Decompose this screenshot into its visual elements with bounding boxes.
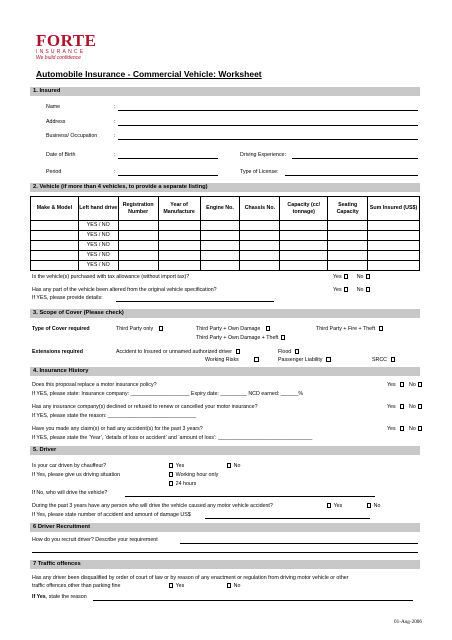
- disqualified-reason-field[interactable]: [93, 600, 413, 601]
- cell[interactable]: [280, 231, 328, 241]
- colon: :: [114, 104, 116, 110]
- tax-allowance-options: [333, 274, 371, 280]
- ext-flood[interactable]: [278, 349, 300, 355]
- label-name: Name: [46, 104, 61, 110]
- extensions-label: Extensions required: [32, 349, 83, 355]
- option-label: Third Party + Own Damage + Theft: [196, 335, 279, 341]
- header-seating: Seating Capacity: [328, 197, 368, 221]
- recruit-field-line-2[interactable]: [32, 552, 418, 553]
- checkbox[interactable]: [327, 503, 331, 507]
- claims-options-no: [409, 426, 423, 432]
- cell[interactable]: [158, 251, 200, 261]
- cell[interactable]: [118, 231, 158, 241]
- cover-option-tp-own[interactable]: [196, 326, 271, 332]
- cell[interactable]: [328, 221, 368, 231]
- cell-lhd[interactable]: YES / NO: [78, 221, 118, 231]
- cell-lhd[interactable]: YES / NO: [78, 261, 118, 271]
- cell-make[interactable]: [31, 221, 79, 231]
- section-cover: 3. Scope of Cover (Please check): [30, 309, 420, 318]
- recruit-field[interactable]: [180, 543, 418, 544]
- option-label: No: [233, 583, 241, 589]
- option-label: Yes: [175, 463, 185, 469]
- cell[interactable]: [368, 221, 420, 231]
- label-driving-experience: Driving Experience:: [240, 152, 286, 158]
- label-address: Address: [46, 119, 66, 125]
- cell[interactable]: [328, 251, 368, 261]
- cell-make[interactable]: [31, 241, 79, 251]
- cell[interactable]: [158, 261, 200, 271]
- header-make-model: Make & Model: [31, 197, 79, 221]
- checkbox[interactable]: [400, 426, 404, 430]
- cell[interactable]: [240, 221, 280, 231]
- colon: :: [114, 119, 116, 125]
- checkbox[interactable]: [169, 481, 173, 485]
- label-dob: Date of Birth: [46, 152, 76, 158]
- cover-type-label: Type of Cover required: [32, 326, 90, 332]
- disqualified-question-1: Has any driver been disqualified by order of court of law or by reason of any enactment or regulation from driving motor vehicle or other: [32, 575, 349, 581]
- period-field[interactable]: [118, 175, 218, 176]
- checkbox[interactable]: [344, 274, 348, 278]
- logo-tagline: We build confidence: [36, 55, 81, 61]
- cell[interactable]: [280, 261, 328, 271]
- situation-working-hour[interactable]: [168, 472, 218, 478]
- cell[interactable]: [368, 241, 420, 251]
- checkbox[interactable]: [366, 287, 370, 291]
- option-label: Third Party only: [116, 326, 154, 332]
- recruit-question: How do you recruit driver? Describe your requirement: [32, 537, 158, 543]
- table-row: [31, 221, 420, 231]
- cell[interactable]: [280, 251, 328, 261]
- table-row: [31, 241, 420, 251]
- cover-option-tp-own-theft[interactable]: [196, 335, 286, 341]
- yes-label: Yes: [387, 426, 396, 432]
- cell[interactable]: [200, 231, 240, 241]
- tax-allowance-question: Is the vehicle(s) purchased with tax allowance (without import tax)?: [32, 274, 190, 280]
- altered-options: [333, 287, 371, 293]
- checkbox[interactable]: [367, 503, 371, 507]
- label-period: Period: [46, 169, 62, 175]
- cell[interactable]: [158, 221, 200, 231]
- header-year: Year of Manufacture: [158, 197, 200, 221]
- declined-detail: If YES, please state the reason: ______________________________: [32, 413, 197, 419]
- accident-no[interactable]: [366, 503, 380, 509]
- section-driver: 5. Driver: [30, 446, 420, 455]
- vehicle-table: [30, 196, 420, 271]
- ext-passenger[interactable]: [278, 357, 332, 363]
- option-label: No: [233, 463, 241, 469]
- option-label: Accident to Insured or unnamed authorized driver: [116, 349, 233, 355]
- label-occupation: Business/ Occupation: [46, 133, 98, 139]
- option-label: Working hour only: [175, 472, 219, 478]
- option-label: Third Party + Own Damage: [196, 326, 261, 332]
- license-field[interactable]: [285, 175, 418, 176]
- logo-sub: INSURANCE: [36, 49, 86, 55]
- cell[interactable]: [328, 261, 368, 271]
- address-field[interactable]: [118, 125, 418, 126]
- checkbox[interactable]: [236, 349, 240, 353]
- checkbox[interactable]: [227, 463, 231, 467]
- colon: :: [114, 133, 116, 139]
- header-left-hand-drive: Left hand drive: [78, 197, 118, 221]
- name-field[interactable]: [118, 110, 418, 111]
- checkbox[interactable]: [418, 382, 422, 386]
- accident-question: During the past 3 years have any person who will drive the vehicle caused any motor vehicle accident?: [32, 503, 273, 509]
- cell[interactable]: [200, 261, 240, 271]
- altered-detail-label: If YES, please provide details:: [32, 295, 103, 301]
- replace-options: [387, 382, 405, 388]
- if-yes-bold: If Yes: [32, 594, 46, 600]
- checkbox[interactable]: [159, 326, 163, 330]
- colon: :: [114, 169, 116, 175]
- form-title: Automobile Insurance - Commercial Vehicle: Worksheet: [36, 69, 262, 79]
- checkbox[interactable]: [366, 274, 370, 278]
- no-label: No: [409, 382, 416, 388]
- section-vehicle: 2. Vehicle (if more than 4 vehicles, to provide a separate listing): [30, 183, 420, 192]
- altered-detail-field[interactable]: [116, 301, 274, 302]
- no-label: No: [409, 426, 416, 432]
- claims-options: [387, 426, 405, 432]
- section-insured: 1. Insured: [30, 87, 420, 96]
- accident-detail-field[interactable]: [205, 518, 370, 519]
- no-label: No: [409, 404, 416, 410]
- checkbox[interactable]: [418, 404, 422, 408]
- ext-accident[interactable]: [116, 349, 241, 355]
- section-recruitment: 6 Driver Recruitment: [30, 523, 420, 532]
- cell[interactable]: [118, 251, 158, 261]
- option-label: Yes: [333, 503, 343, 509]
- table-row: [31, 251, 420, 261]
- driving-experience-field[interactable]: [292, 158, 418, 159]
- accident-detail-label: If Yes, please state number of accident and amount of damage US$: [32, 512, 191, 518]
- header-chassis: Chassis No.: [240, 197, 280, 221]
- situation-24-hours[interactable]: [168, 481, 196, 487]
- declined-options-no: [409, 404, 423, 410]
- driving-situation-label: If Yes, please give us driving situation: [32, 472, 121, 478]
- disqualified-reason-label: [32, 594, 87, 600]
- cell[interactable]: [368, 231, 420, 241]
- header-engine: Engine No.: [200, 197, 240, 221]
- cell[interactable]: [118, 221, 158, 231]
- forte-logo: [36, 33, 126, 61]
- checkbox[interactable]: [169, 583, 173, 587]
- checkbox[interactable]: [169, 472, 173, 476]
- header-sum-insured: Sum Insured (US$): [368, 197, 420, 221]
- occupation-field[interactable]: [118, 139, 418, 140]
- cell[interactable]: [240, 241, 280, 251]
- checkbox[interactable]: [281, 335, 285, 339]
- cell[interactable]: [240, 231, 280, 241]
- cell[interactable]: [240, 261, 280, 271]
- cell[interactable]: [118, 261, 158, 271]
- chauffeur-no[interactable]: [226, 463, 240, 469]
- ext-srcc[interactable]: [372, 357, 396, 363]
- disqualified-question-2: traffic offences other than parking fine: [32, 583, 121, 589]
- chauffeur-yes[interactable]: [168, 463, 184, 469]
- option-label: 24 hours: [175, 481, 197, 487]
- yes-label: Yes: [333, 274, 342, 280]
- yes-label: Yes: [333, 287, 342, 293]
- checkbox[interactable]: [400, 382, 404, 386]
- cell-lhd[interactable]: YES / NO: [78, 251, 118, 261]
- option-label: Yes: [175, 583, 185, 589]
- colon: :: [114, 152, 116, 158]
- replace-detail: If YES, please state: Insurance company: ____________________ Expiry date: _________ NCD earned: ______%: [32, 391, 304, 397]
- table-row: [31, 231, 420, 241]
- who-drive-label: If No, who will drive the vehicle?: [32, 490, 108, 496]
- cell[interactable]: [200, 241, 240, 251]
- chauffeur-question: Is your car driven by chauffeur?: [32, 463, 107, 469]
- altered-question: Has any part of the vehicle been altered from the original vehicle specification?: [32, 287, 217, 293]
- checkbox[interactable]: [295, 349, 299, 353]
- logo-word: FORTE: [36, 31, 97, 50]
- checkbox[interactable]: [418, 426, 422, 430]
- section-history: 4. Insurance History: [30, 367, 420, 376]
- disqualified-yes[interactable]: [168, 583, 184, 589]
- cover-option-tp-fire[interactable]: [316, 326, 384, 332]
- option-label: No: [373, 503, 381, 509]
- claims-question: Have you made any claim(s) or had any accident(s) for the past 3 years?: [32, 426, 203, 432]
- yes-label: Yes: [387, 382, 396, 388]
- accident-yes[interactable]: [326, 503, 342, 509]
- checkbox[interactable]: [391, 357, 395, 361]
- section-traffic: 7 Traffic offences: [30, 560, 420, 569]
- checkbox[interactable]: [227, 583, 231, 587]
- cover-option-tp[interactable]: [116, 326, 164, 332]
- footer-date: 01-Aug-2006: [394, 619, 422, 625]
- cell[interactable]: [280, 221, 328, 231]
- option-label: Flood: [278, 349, 292, 355]
- dob-field[interactable]: [118, 158, 218, 159]
- option-label: SRCC: [372, 357, 388, 363]
- cell-lhd[interactable]: YES / NO: [78, 231, 118, 241]
- cell[interactable]: [200, 221, 240, 231]
- option-label: Passenger Liability: [278, 357, 323, 363]
- cell-make[interactable]: [31, 231, 79, 241]
- cell[interactable]: [368, 251, 420, 261]
- table-row: [31, 261, 420, 271]
- no-label: No: [356, 274, 364, 280]
- declined-question: Has any insurance company(s) declined or refused to renew or cancelled your motor insurance?: [32, 404, 258, 410]
- cell-lhd[interactable]: YES / NO: [78, 241, 118, 251]
- yes-label: Yes: [387, 404, 396, 410]
- no-label: No: [356, 287, 364, 293]
- cell[interactable]: [280, 241, 328, 251]
- checkbox[interactable]: [344, 287, 348, 291]
- checkbox[interactable]: [169, 463, 173, 467]
- cell[interactable]: [240, 251, 280, 261]
- checkbox[interactable]: [326, 357, 330, 361]
- checkbox[interactable]: [400, 404, 404, 408]
- reason-text: , state the reason: [45, 594, 87, 600]
- option-label: Working Risks: [205, 357, 239, 363]
- header-registration: Registration Number: [118, 197, 158, 221]
- cell[interactable]: [368, 261, 420, 271]
- header-capacity: Capacity (cc/ tonnage): [280, 197, 328, 221]
- cell[interactable]: [328, 241, 368, 251]
- replace-options-no: [409, 382, 423, 388]
- replace-question: Does this proposal replace a motor insurance policy?: [32, 382, 157, 388]
- ext-working[interactable]: [205, 357, 260, 363]
- cell-make[interactable]: [31, 251, 79, 261]
- checkbox[interactable]: [266, 326, 270, 330]
- who-drive-field[interactable]: [125, 496, 375, 497]
- disqualified-no[interactable]: [226, 583, 240, 589]
- cell[interactable]: [118, 241, 158, 251]
- declined-options: [387, 404, 405, 410]
- cell[interactable]: [158, 231, 200, 241]
- label-license: Type of License:: [240, 169, 279, 175]
- claims-detail: If YES, please state the ‘Year’, ‘details of loss or accident’ and ‘amount of loss’: ________________________________: [32, 435, 313, 441]
- checkbox[interactable]: [254, 357, 258, 361]
- cell[interactable]: [200, 251, 240, 261]
- cell[interactable]: [328, 231, 368, 241]
- option-label: Third Party + Fire + Theft: [316, 326, 376, 332]
- checkbox[interactable]: [379, 326, 383, 330]
- cell[interactable]: [158, 241, 200, 251]
- cell-make[interactable]: [31, 261, 79, 271]
